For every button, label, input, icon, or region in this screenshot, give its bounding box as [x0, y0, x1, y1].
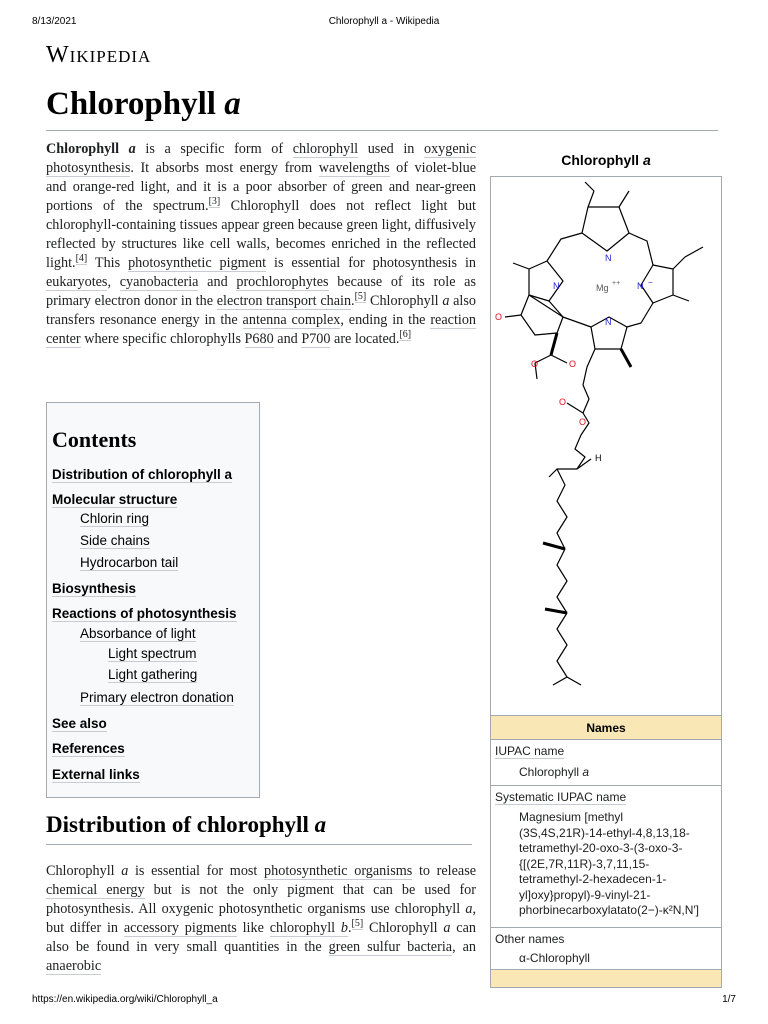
toc-item-hydrocarbon-tail[interactable]: Hydrocarbon tail	[80, 555, 179, 570]
section-text: Chlorophyll	[363, 920, 444, 936]
infobox-caption-italic: a	[642, 152, 651, 168]
nitrogen-label: N	[605, 253, 612, 263]
page-title-italic: a	[224, 86, 241, 122]
systematic-name-line: phorbinecarboxylatato(2−)-κ²N,N′]	[519, 903, 699, 917]
section-italic: a	[465, 901, 473, 917]
ester-bond	[551, 355, 567, 363]
link-p680[interactable]: P680	[244, 331, 274, 347]
systematic-name-line: (3S,4S,21R)-14-ethyl-4,8,13,18-	[519, 825, 690, 840]
link-chlorophyll-b[interactable]	[270, 920, 348, 937]
methyl-wedge	[621, 349, 631, 367]
iupac-name-value-text: Chlorophyll	[519, 765, 583, 779]
ethyl-bond	[585, 182, 594, 191]
page-title-text: Chlorophyll	[46, 86, 225, 122]
toc-item-side-chains[interactable]: Side chains	[80, 533, 150, 548]
reference-5b[interactable]: [5]	[351, 918, 364, 930]
systematic-name-value	[519, 810, 699, 919]
iupac-name-label[interactable]: IUPAC name	[495, 744, 565, 758]
methine-bond	[627, 303, 653, 327]
link-prochlorophytes[interactable]: prochlorophytes	[236, 274, 329, 290]
lead-text: . It absorbs most energy from	[130, 160, 319, 176]
ester-wedge	[551, 333, 557, 355]
iupac-name-value-italic: a	[582, 765, 590, 779]
toc-item-reactions[interactable]: Reactions of photosynthesis	[52, 606, 237, 621]
link-chlorophyll[interactable]: chlorophyll	[292, 141, 359, 157]
toc-item-references[interactable]: References	[52, 741, 125, 756]
isopropyl-bond	[553, 677, 567, 685]
section-italic: a	[443, 920, 451, 936]
lead-italic: a	[442, 293, 450, 309]
lead-text: Chlorophyll does not reflect light but chlorophyll-containing tissues appear green because green light, diffusively reflected by structures like cell walls, becomes enriched in the reflected light.	[46, 198, 476, 271]
page-title	[46, 80, 718, 131]
other-names-row	[491, 927, 721, 969]
section-text: Chlorophyll	[46, 863, 122, 879]
lead-text: and	[273, 331, 302, 347]
infobox	[490, 176, 722, 988]
oxygen-label: O	[579, 417, 587, 427]
systematic-name-line: {[(2E,7R,11R)-3,7,11,15-	[519, 856, 650, 871]
print-footer	[32, 994, 736, 1008]
link-oxygenic-photosynthesis[interactable]: oxygenic photosynthesis	[46, 141, 476, 176]
nitrogen-charge: −	[648, 278, 653, 287]
link-accessory-pigments[interactable]: accessory pigments	[123, 920, 237, 936]
chlorophyll-a-structure-image[interactable]	[491, 177, 721, 715]
phytyl-tail	[557, 469, 567, 549]
toc-item-primary-electron[interactable]: Primary electron donation	[80, 690, 234, 705]
reference-3[interactable]: [3]	[208, 196, 221, 208]
section-text: can also be found in very small quantities in the	[46, 920, 476, 955]
link-wavelengths[interactable]: wavelengths	[318, 160, 390, 176]
link-photosynthetic-pigment[interactable]: photosynthetic pigment	[128, 255, 267, 271]
lead-bold: Chlorophyll	[46, 141, 129, 157]
ring-bond	[549, 301, 591, 327]
section-italic: a	[121, 863, 129, 879]
link-antenna-complex[interactable]: antenna complex	[242, 312, 341, 328]
hydrogen-label: H	[595, 453, 602, 463]
section-heading-italic: a	[314, 812, 327, 837]
methyl-wedge	[543, 543, 565, 549]
propionate-chain	[583, 349, 595, 413]
phytyl-tail	[557, 613, 567, 677]
oxygen-label: O	[559, 397, 567, 407]
pyrrole-ring-top	[582, 207, 629, 251]
phytyl-bond	[549, 469, 577, 477]
ethyl-bond	[588, 191, 594, 207]
print-url: https://en.wikipedia.org/wiki/Chlorophyll_a	[32, 994, 218, 1005]
section-paragraph	[46, 862, 476, 976]
toc-item-absorbance[interactable]: Absorbance of light	[80, 626, 196, 641]
pyrrole-ring-right	[641, 265, 673, 303]
lead-text: and	[198, 274, 237, 290]
lead-text: is a specific form of	[135, 141, 293, 157]
reference-4[interactable]: [4]	[75, 253, 88, 265]
link-anaerobic[interactable]: anaerobic	[46, 958, 102, 974]
names-header: Names	[491, 715, 721, 740]
link-p700[interactable]: P700	[301, 331, 331, 347]
ketone-bond	[505, 315, 521, 317]
magnesium-label: Mg	[596, 283, 609, 293]
link-chlorophyll-b-italic: b	[340, 920, 348, 936]
print-date: 8/13/2021	[32, 16, 77, 27]
link-chemical-energy[interactable]: chemical energy	[46, 882, 145, 898]
toc-item-light-gathering[interactable]: Light gathering	[108, 667, 198, 682]
methine-bond	[629, 233, 653, 265]
print-header	[32, 16, 736, 30]
lead-paragraph	[46, 140, 476, 349]
reference-5[interactable]: [5]	[354, 291, 367, 303]
section-text: like	[236, 920, 270, 936]
methine-bond	[547, 233, 582, 261]
methyl-bond	[513, 263, 529, 269]
iupac-name-value	[519, 765, 589, 781]
iupac-name-row	[491, 739, 721, 785]
lead-text: .	[351, 293, 355, 309]
toc-item-molecular-structure[interactable]: Molecular structure	[52, 492, 178, 507]
wikipedia-logo[interactable]: Wikipedia	[46, 42, 152, 68]
link-green-sulfur-bacteria[interactable]: green sulfur bacteria	[328, 939, 453, 955]
section-text: .	[348, 920, 352, 936]
lead-bold-italic: a	[128, 141, 136, 157]
link-reaction-center[interactable]: reaction center	[46, 312, 477, 347]
toc-title: Contents	[52, 427, 137, 452]
section-text: , an	[452, 939, 476, 955]
section-heading-distribution	[46, 812, 472, 845]
section-text: to release	[412, 863, 477, 879]
link-photosynthetic-organisms[interactable]: photosynthetic organisms	[264, 863, 413, 879]
toc-item-chlorin-ring[interactable]: Chlorin ring	[80, 511, 150, 526]
methyl-wedge	[545, 609, 567, 613]
methyl-bond	[673, 295, 689, 301]
toc-item-external-links[interactable]: External links	[52, 767, 140, 782]
link-cyanobacteria[interactable]: cyanobacteria	[119, 274, 199, 290]
infobox-section-header	[491, 969, 721, 988]
molecule-diagram	[491, 177, 721, 715]
systematic-name-label[interactable]: Systematic IUPAC name	[495, 790, 627, 804]
lead-text: because of its role as primary electron donor in the	[46, 274, 477, 309]
other-names-label: Other names	[495, 932, 565, 946]
print-page-number: 1/7	[722, 994, 736, 1005]
oxygen-label: O	[531, 359, 539, 369]
nitrogen-label: N	[605, 317, 612, 327]
print-doc-title: Chlorophyll a - Wikipedia	[328, 16, 440, 27]
systematic-name-line: Magnesium [methyl	[519, 810, 624, 824]
carbonyl-bond	[567, 403, 583, 413]
section-text: but is not the only pigment that can be used for photosynthesis. All oxygenic photosynthetic organisms use chlorophyll	[46, 882, 476, 917]
magnesium-charge: ++	[612, 280, 621, 287]
lead-text: where specific chlorophylls	[80, 331, 245, 347]
systematic-name-line: tetramethyl-20-oxo-3-(3-oxo-3-	[519, 841, 683, 855]
systematic-name-line: yl]oxy}propyl)-9-vinyl-21-	[519, 887, 651, 902]
phytyl-tail	[557, 549, 567, 613]
link-chlorophyll-b-text: chlorophyll	[269, 920, 341, 936]
cyclopentanone-ring	[521, 295, 563, 335]
section-text: is essential for most	[128, 863, 265, 879]
toc-item-light-spectrum[interactable]: Light spectrum	[108, 646, 197, 661]
lead-text: of violet-blue and orange-red light, and it is a poor absorber of green and near-green portions of the spectrum.	[46, 160, 476, 214]
systematic-name-row	[491, 785, 721, 927]
infobox-caption	[490, 152, 722, 168]
vinyl-bond	[673, 247, 703, 269]
isopropyl-bond	[567, 677, 581, 685]
lead-text: are located.	[330, 331, 400, 347]
oxygen-label: O	[495, 312, 503, 322]
lead-text: used in	[358, 141, 424, 157]
lead-text: is essential for photosynthesis in	[266, 255, 476, 271]
toc-item-distribution[interactable]	[52, 467, 232, 483]
toc-item-biosynthesis[interactable]: Biosynthesis	[52, 581, 137, 596]
lead-text: , ending in the	[340, 312, 431, 328]
section-heading-text: Distribution of chlorophyll	[46, 812, 315, 837]
toc-item-see-also[interactable]: See also	[52, 716, 107, 731]
nitrogen-label: N	[553, 281, 560, 291]
systematic-name-line: tetramethyl-2-hexadecen-1-	[519, 872, 667, 886]
oxygen-label: O	[569, 359, 577, 369]
lead-text: ,	[107, 274, 120, 290]
toc-item-label: Distribution of chlorophyll a	[52, 467, 232, 482]
methyl-bond	[619, 191, 629, 207]
section-text: , but differ in	[46, 901, 476, 936]
table-of-contents	[46, 402, 260, 798]
link-eukaryotes[interactable]: eukaryotes	[46, 274, 108, 290]
lead-text: also transfers resonance energy in the	[46, 293, 476, 328]
other-names-value: α-Chlorophyll	[519, 951, 590, 965]
link-electron-transport-chain[interactable]: electron transport chain	[216, 293, 352, 309]
infobox-caption-text: Chlorophyll	[561, 152, 643, 168]
lead-text: This	[87, 255, 129, 271]
reference-6[interactable]: [6]	[399, 329, 412, 341]
nitrogen-label: N	[637, 281, 644, 291]
phytyl-h-bond	[577, 459, 591, 469]
lead-text: Chlorophyll	[366, 293, 443, 309]
